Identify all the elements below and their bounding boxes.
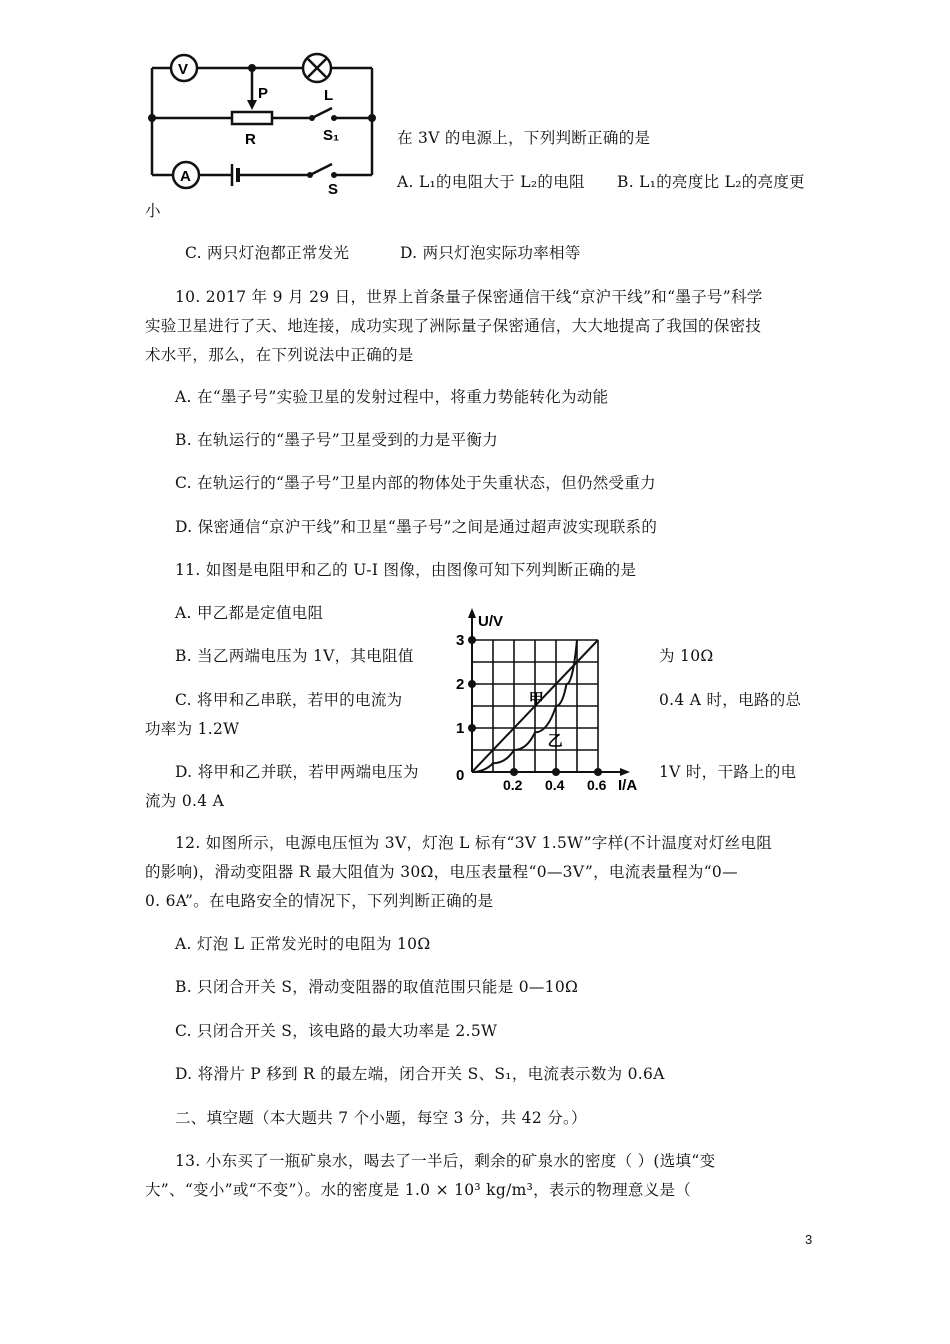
x-tick-label: 0.2 [503, 777, 523, 793]
x-axis-label: I/A [618, 777, 638, 794]
x-tick-dot [552, 768, 560, 776]
q10-stem-line1: 10. 2017 年 9 月 29 日，世界上首条量子保密通信干线“京沪干线”和“墨子号”科学 [175, 288, 763, 306]
x-tick-label: 0.4 [545, 777, 565, 793]
q12-stem-line2: 的影响)，滑动变阻器 R 最大阻值为 30Ω，电压表量程“0—3V”，电流表量程为“0— [145, 863, 738, 881]
q12-option-d: D. 将滑片 P 移到 R 的最左端，闭合开关 S、S₁，电流表示数为 0.6A [175, 1065, 665, 1083]
section-heading: 二、填空题（本大题共 7 个小题，每空 3 分，共 42 分。） [175, 1109, 587, 1127]
x-axis-arrow [620, 768, 630, 776]
q13-stem-line2: 大”、“变小”或“不变”）。水的密度是 1.0 × 10³ kg/m³，表示的物理意义是（ [145, 1181, 692, 1199]
q9-option-d: D. 两只灯泡实际功率相等 [400, 244, 581, 262]
q11-option-d-wrap: 流为 0.4 A [145, 792, 225, 810]
y-tick-dot [468, 680, 476, 688]
q12-option-b: B. 只闭合开关 S，滑动变阻器的取值范围只能是 0—10Ω [175, 978, 579, 996]
q11-option-a: A. 甲乙都是定值电阻 [175, 604, 324, 622]
q10-stem-line2: 实验卫星进行了天、地连接，成功实现了洲际量子保密通信，大大地提高了我国的保密技 [145, 317, 762, 335]
q10-stem-line3: 术水平，那么，在下列说法中正确的是 [145, 346, 414, 364]
x-tick-dot [510, 768, 518, 776]
q10-option-b: B. 在轨运行的“墨子号”卫星受到的力是平衡力 [175, 431, 498, 449]
q10-option-a: A. 在“墨子号”实验卫星的发射过程中，将重力势能转化为动能 [175, 388, 609, 406]
q11-stem: 11. 如图是电阻甲和乙的 U-I 图像，由图像可知下列判断正确的是 [175, 561, 637, 579]
series-label: 乙 [547, 732, 563, 750]
q9-option-c: C. 两只灯泡都正常发光 [185, 244, 350, 262]
y-tick-dot [468, 724, 476, 732]
q11-option-d-right: 1V 时，干路上的电 [659, 763, 797, 781]
switch-label: S [328, 181, 339, 198]
q12-stem-line3: 0. 6A”。在电路安全的情况下，下列判断正确的是 [145, 892, 494, 910]
series-label: 甲 [528, 690, 544, 708]
q9-stem-tail: 在 3V 的电源上，下列判断正确的是 [397, 129, 651, 147]
q12-option-c: C. 只闭合开关 S，该电路的最大功率是 2.5W [175, 1022, 498, 1040]
q10-option-d: D. 保密通信“京沪干线”和卫星“墨子号”之间是通过超声波实现联系的 [175, 518, 658, 536]
q9-option-b-wrap: 小 [145, 202, 161, 220]
circuit-diagram [140, 50, 380, 200]
q11-option-c-wrap: 功率为 1.2W [145, 720, 240, 738]
rheostat-label: R [245, 131, 256, 148]
origin-label: 0 [456, 767, 465, 784]
switch1-label: S₁ [323, 127, 340, 144]
ammeter-label: A [180, 168, 191, 185]
ui-chart [450, 605, 650, 795]
x-tick-label: 0.6 [587, 777, 607, 793]
q12-stem-line1: 12. 如图所示，电源电压恒为 3V，灯泡 L 标有“3V 1.5W”字样(不计温度对灯丝电阻 [175, 834, 773, 852]
q11-option-c-left: C. 将甲和乙串联，若甲的电流为 [175, 691, 403, 709]
q11-option-c-right: 0.4 A 时，电路的总 [659, 691, 802, 709]
lamp-label: L [324, 87, 334, 104]
q11-option-b-right: 为 10Ω [659, 647, 714, 665]
q13-stem-line1: 13. 小东买了一瓶矿泉水，喝去了一半后，剩余的矿泉水的密度（ ）(选填“变 [175, 1152, 716, 1170]
y-tick-label: 1 [456, 720, 465, 737]
q9-option-b: B. L₁的亮度比 L₂的亮度更 [617, 173, 805, 191]
q9-option-a: A. L₁的电阻大于 L₂的电阻 [397, 173, 585, 191]
y-tick-dot [468, 636, 476, 644]
y-tick-label: 2 [456, 676, 465, 693]
y-tick-label: 3 [456, 632, 465, 649]
slider-label: P [258, 85, 269, 102]
q11-option-b-left: B. 当乙两端电压为 1V，其电阻值 [175, 647, 414, 665]
q11-option-d-left: D. 将甲和乙并联，若甲两端电压为 [175, 763, 419, 781]
q12-option-a: A. 灯泡 L 正常发光时的电阻为 10Ω [175, 935, 431, 953]
x-tick-dot [594, 768, 602, 776]
page-number: 3 [805, 1232, 813, 1247]
y-axis-label: U/V [478, 613, 504, 630]
q10-option-c: C. 在轨运行的“墨子号”卫星内部的物体处于失重状态，但仍然受重力 [175, 474, 656, 492]
voltmeter-label: V [178, 61, 189, 78]
y-axis-arrow [468, 608, 476, 618]
